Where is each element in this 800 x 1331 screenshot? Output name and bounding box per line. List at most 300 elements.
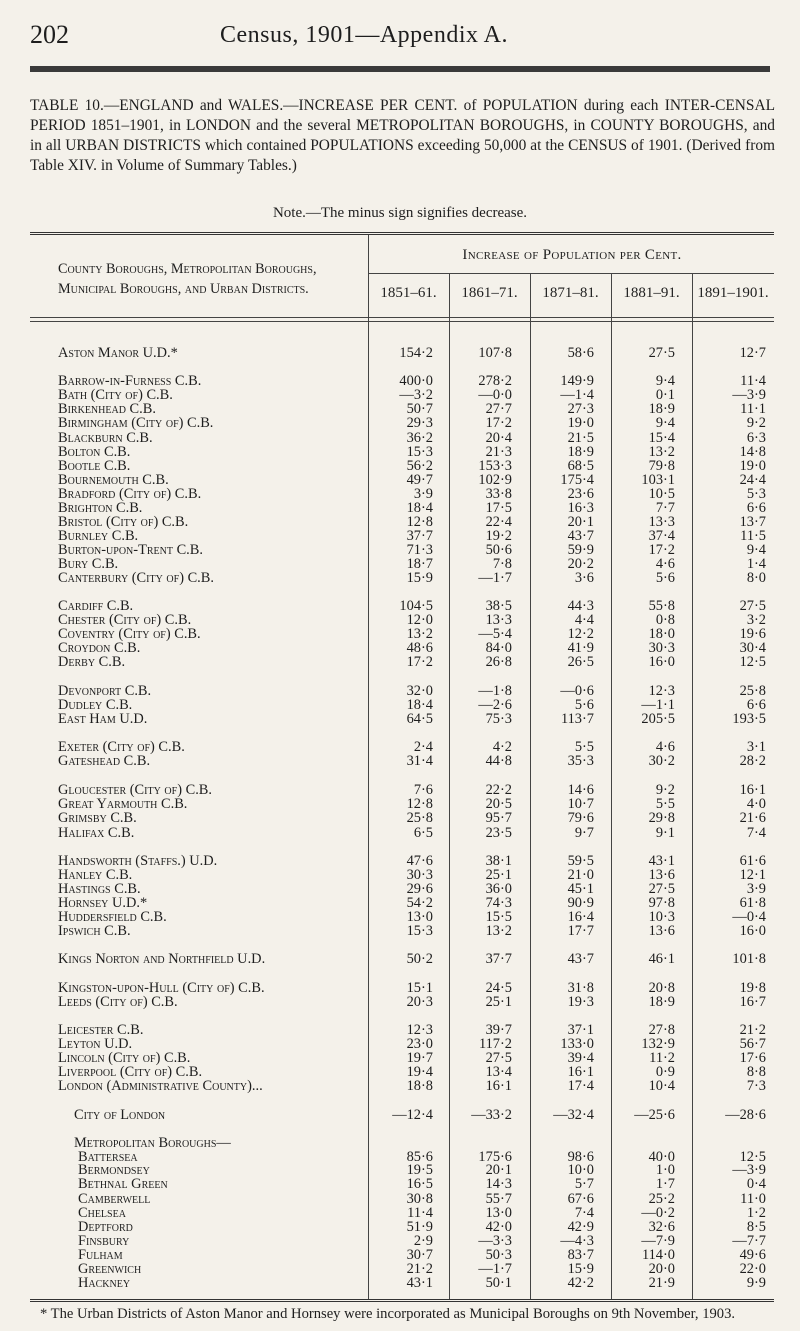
value-cell: 12·7 (739, 345, 766, 361)
value-cell: 31·4 (406, 753, 433, 770)
value-cell: 79·8 (648, 457, 675, 474)
value-cell: 12·3 (648, 682, 675, 699)
row-label: Bootle C.B. (58, 457, 131, 474)
value-cell: 3·9 (746, 880, 766, 897)
value-cell: 205·5 (641, 711, 675, 728)
row-label: Bournemouth C.B. (58, 471, 169, 488)
value-cell: 32·6 (648, 1218, 675, 1235)
row-label: Chester (City of) C.B. (58, 611, 192, 628)
value-cell: 17·7 (567, 923, 594, 939)
value-cell: 12·5 (739, 654, 766, 670)
value-cell: 11·4 (740, 373, 766, 390)
value-cell: 37·7 (485, 951, 512, 968)
value-cell: 20·0 (648, 1260, 675, 1277)
value-cell: 20·2 (567, 556, 594, 573)
row-label: Hackney (78, 1275, 131, 1291)
value-cell: 13·2 (648, 443, 675, 460)
value-cell: 37·4 (648, 528, 675, 544)
value-cell: 58·6 (567, 345, 594, 361)
value-cell: 17·2 (406, 654, 433, 670)
value-cell: 56·2 (406, 457, 433, 474)
value-cell: 85·6 (406, 1149, 433, 1165)
table-row (30, 1078, 774, 1098)
row-label: Bath (City of) C.B. (58, 387, 173, 404)
page-header (0, 20, 800, 60)
header-rule (30, 66, 770, 72)
value-cell: 44·3 (567, 597, 594, 614)
table-caption: TABLE 10.—ENGLAND and WALES.—INCREASE PER CENT. of POPULATION during each INTER-CENSAL PERIOD 1851–1901, in LONDON and the several METROPOLITAN BOROUGHS, in COUNTY BOROUGHS, and in all URBAN DISTRICTS which contained POPULATIONS exceeding 50,000 at the CENSUS of 1901. (Derived from Table XIV. in Volume of Summary Tables.) (30, 97, 775, 174)
value-cell: 7·3 (746, 1077, 766, 1094)
value-cell: 16·0 (648, 654, 675, 670)
value-cell: 35·3 (567, 753, 594, 770)
value-cell: 47·6 (406, 852, 433, 869)
value-cell: 18·4 (406, 697, 433, 713)
value-cell: 43·1 (648, 852, 675, 869)
value-cell: 29·3 (406, 415, 433, 432)
value-cell: 15·9 (406, 570, 433, 587)
value-cell: 21·2 (406, 1260, 433, 1277)
value-cell: 13·4 (485, 1063, 512, 1080)
row-label: Battersea (78, 1149, 138, 1165)
value-cell: 25·1 (485, 994, 512, 1011)
value-cell: 153·3 (478, 457, 512, 474)
value-cell: 16·4 (567, 908, 594, 925)
value-cell: 3·1 (746, 739, 766, 756)
value-cell: 24·4 (739, 471, 766, 488)
value-cell: 7·8 (492, 556, 512, 573)
value-cell: 68·5 (567, 457, 594, 474)
row-label: Leyton U.D. (58, 1035, 133, 1052)
value-cell: 154·2 (399, 345, 433, 361)
value-cell: 7·4 (574, 1204, 594, 1221)
value-cell: 21·0 (567, 866, 594, 883)
value-cell: —1·1 (641, 697, 675, 713)
value-cell: 9·4 (655, 415, 675, 432)
row-label: Finsbury (78, 1232, 130, 1249)
value-cell: 15·5 (485, 908, 512, 925)
row-label: Handsworth (Staffs.) U.D. (58, 852, 218, 869)
value-cell: 19·7 (406, 1049, 433, 1066)
value-cell: 27·5 (485, 1049, 512, 1066)
row-label: Lincoln (City of) C.B. (58, 1049, 191, 1066)
value-cell: 61·8 (739, 894, 766, 911)
stub-heading-line: Municipal Boroughs, and Urban Districts. (58, 281, 309, 297)
row-label: Cardiff C.B. (58, 597, 134, 614)
row-label: Halifax C.B. (58, 824, 135, 841)
row-label: Kings Norton and Northfield U.D. (58, 951, 266, 968)
row-label: Great Yarmouth C.B. (58, 796, 188, 813)
value-cell: 175·4 (560, 471, 594, 488)
value-cell: 27·5 (648, 345, 675, 361)
row-label: Blackburn C.B. (58, 429, 153, 446)
value-cell: 9·4 (655, 373, 675, 390)
row-label: Hastings C.B. (58, 880, 141, 897)
table-row (30, 994, 774, 1014)
value-cell: 12·1 (739, 866, 766, 883)
value-cell: 84·0 (485, 639, 512, 656)
value-cell: 16·1 (739, 782, 766, 799)
value-cell: 39·4 (567, 1049, 594, 1066)
value-cell: 104·5 (399, 597, 433, 614)
row-label: Bermondsey (78, 1162, 150, 1179)
column-header: 1851–61. (380, 285, 437, 301)
value-cell: 20·5 (485, 796, 512, 813)
value-cell: 48·6 (406, 639, 433, 656)
row-label: Greenwich (78, 1260, 142, 1277)
value-cell: 11·1 (740, 401, 766, 418)
value-cell: 18·9 (567, 443, 594, 460)
value-cell: —3·9 (732, 1162, 766, 1179)
value-cell: 43·7 (567, 528, 594, 544)
value-cell: —1·4 (560, 387, 594, 404)
value-cell: 1·4 (746, 556, 766, 573)
value-cell: 79·6 (567, 810, 594, 827)
heading-rule (30, 317, 774, 322)
value-cell: 30·4 (739, 639, 766, 656)
value-cell: —0·0 (478, 387, 512, 404)
value-cell: 11·2 (649, 1049, 675, 1066)
row-label: Derby C.B. (58, 654, 126, 670)
value-cell: 18·0 (648, 625, 675, 642)
value-cell: 113·7 (560, 711, 594, 728)
value-cell: —4·3 (560, 1232, 594, 1249)
row-label: Bradford (City of) C.B. (58, 485, 202, 502)
value-cell: 3·6 (574, 570, 594, 587)
value-cell: 22·0 (739, 1260, 766, 1277)
row-label: Coventry (City of) C.B. (58, 625, 201, 642)
value-cell: 19·4 (406, 1063, 433, 1080)
value-cell: 40·0 (648, 1149, 675, 1165)
value-cell: 25·1 (485, 866, 512, 883)
value-cell: 6·6 (746, 499, 766, 516)
value-cell: 103·1 (641, 471, 675, 488)
value-cell: 5·7 (574, 1176, 594, 1193)
value-cell: 15·3 (406, 443, 433, 460)
value-cell: 9·7 (574, 824, 594, 841)
value-cell: 4·6 (655, 556, 675, 573)
value-cell: 21·9 (648, 1275, 675, 1291)
row-label: Bury C.B. (58, 556, 119, 573)
value-cell: 0·1 (655, 387, 675, 404)
value-cell: 16·5 (406, 1176, 433, 1193)
column-header: 1861–71. (461, 285, 518, 301)
row-label: Devonport C.B. (58, 682, 152, 699)
value-cell: 102·9 (478, 471, 512, 488)
value-cell: 25·2 (648, 1190, 675, 1207)
value-cell: —7·9 (641, 1232, 675, 1249)
value-cell: 19·0 (567, 415, 594, 432)
value-cell: 15·9 (567, 1260, 594, 1277)
row-label: Canterbury (City of) C.B. (58, 570, 214, 587)
value-cell: 11·0 (740, 1190, 766, 1207)
row-label: Gloucester (City of) C.B. (58, 782, 212, 799)
value-cell: 50·1 (485, 1275, 512, 1291)
row-label: Bristol (City of) C.B. (58, 514, 189, 530)
value-cell: 21·3 (485, 443, 512, 460)
value-cell: 175·6 (478, 1149, 512, 1165)
row-label: Burton-upon-Trent C.B. (58, 542, 203, 559)
value-cell: 13·2 (406, 625, 433, 642)
value-cell: —1·7 (478, 1260, 512, 1277)
row-label: Aston Manor U.D.* (58, 345, 178, 361)
value-cell: 8·5 (746, 1218, 766, 1235)
value-cell: —0·2 (641, 1204, 675, 1221)
value-cell: 30·8 (406, 1190, 433, 1207)
value-cell: 38·1 (485, 852, 512, 869)
row-label: Birmingham (City of) C.B. (58, 415, 214, 432)
value-cell: 7·4 (746, 824, 766, 841)
row-label: Dudley C.B. (58, 697, 133, 713)
value-cell: 15·3 (406, 923, 433, 939)
value-cell: —3·3 (478, 1232, 512, 1249)
value-cell: 83·7 (567, 1246, 594, 1263)
value-cell: 133·0 (560, 1035, 594, 1052)
value-cell: 12·2 (567, 625, 594, 642)
value-cell: 22·4 (485, 514, 512, 530)
value-cell: 12·8 (406, 514, 433, 530)
value-cell: 9·4 (746, 542, 766, 559)
value-cell: 36·0 (485, 880, 512, 897)
value-cell: 31·8 (567, 980, 594, 997)
value-cell: —32·4 (553, 1106, 594, 1123)
row-label: Bolton C.B. (58, 443, 131, 460)
value-cell: 26·5 (567, 654, 594, 670)
value-cell: 30·2 (648, 753, 675, 770)
row-label: Hornsey U.D.* (58, 894, 148, 911)
value-cell: 13·2 (485, 923, 512, 939)
value-cell: 29·8 (648, 810, 675, 827)
value-cell: —0·4 (732, 908, 766, 925)
value-cell: 0·4 (746, 1176, 766, 1193)
value-cell: 193·5 (732, 711, 766, 728)
value-cell: 17·5 (485, 499, 512, 516)
value-cell: —12·4 (392, 1106, 433, 1123)
group-heading: Increase of Population per Cent. (462, 247, 682, 263)
value-cell: 21·5 (567, 429, 594, 446)
value-cell: 54·2 (406, 894, 433, 911)
value-cell: 4·6 (655, 739, 675, 756)
value-cell: 18·4 (406, 499, 433, 516)
value-cell: 20·1 (567, 514, 594, 530)
value-cell: —0·6 (560, 682, 594, 699)
population-table (30, 232, 774, 1302)
value-cell: 10·7 (567, 796, 594, 813)
value-cell: 12·5 (739, 1149, 766, 1165)
row-label: London (Administrative County)... (58, 1077, 263, 1094)
row-label: Bethnal Green (78, 1176, 168, 1193)
value-cell: 12·3 (406, 1021, 433, 1038)
value-cell: 13·6 (648, 923, 675, 939)
value-cell: 0·8 (655, 611, 675, 628)
value-cell: 56·7 (739, 1035, 766, 1052)
value-cell: 29·6 (406, 880, 433, 897)
value-cell: 19·3 (567, 994, 594, 1011)
value-cell: —3·2 (399, 387, 433, 404)
row-label: Ipswich C.B. (58, 923, 131, 939)
value-cell: 10·0 (567, 1162, 594, 1179)
value-cell: 20·4 (485, 429, 512, 446)
value-cell: 27·5 (648, 880, 675, 897)
value-cell: 17·2 (648, 542, 675, 559)
value-cell: 42·9 (567, 1218, 594, 1235)
row-label: Leeds (City of) C.B. (58, 994, 178, 1011)
value-cell: 19·2 (485, 528, 512, 544)
value-cell: 49·7 (406, 471, 433, 488)
footnote: * The Urban Districts of Aston Manor and Hornsey were incorporated as Municipal Boroughs on 9th November, 1903. (40, 1306, 736, 1322)
value-cell: 1·2 (746, 1204, 766, 1221)
table-row (30, 825, 774, 845)
table-row (30, 654, 774, 674)
value-cell: 74·3 (485, 894, 512, 911)
value-cell: 90·9 (567, 894, 594, 911)
value-cell: 6·5 (413, 824, 433, 841)
value-cell: 27·7 (485, 401, 512, 418)
row-label: Kingston-upon-Hull (City of) C.B. (58, 980, 265, 997)
value-cell: 46·1 (648, 951, 675, 968)
value-cell: 2·4 (413, 739, 433, 756)
row-label: Leicester C.B. (58, 1021, 144, 1038)
value-cell: 149·9 (560, 373, 594, 390)
value-cell: 43·7 (567, 951, 594, 968)
value-cell: 18·9 (648, 994, 675, 1011)
value-cell: 107·8 (478, 345, 512, 361)
row-label: Birkenhead C.B. (58, 401, 156, 418)
value-cell: 278·2 (478, 373, 512, 390)
value-cell: 42·2 (567, 1275, 594, 1291)
value-cell: 9·2 (655, 782, 675, 799)
value-cell: 9·1 (655, 824, 675, 841)
value-cell: 26·8 (485, 654, 512, 670)
page-number: 202 (30, 20, 69, 49)
value-cell: —1·7 (478, 570, 512, 587)
value-cell: 13·0 (406, 908, 433, 925)
value-cell: 10·5 (648, 485, 675, 502)
value-cell: 16·7 (739, 994, 766, 1011)
value-cell: 19·5 (406, 1162, 433, 1179)
value-cell: 42·0 (485, 1218, 512, 1235)
value-cell: 59·9 (567, 542, 594, 559)
value-cell: 8·0 (746, 570, 766, 587)
value-cell: 5·6 (655, 570, 675, 587)
value-cell: —3·9 (732, 387, 766, 404)
value-cell: 114·0 (641, 1246, 675, 1263)
value-cell: 28·2 (739, 753, 766, 770)
table-row (30, 711, 774, 731)
value-cell: 50·7 (406, 401, 433, 418)
row-label: Huddersfield C.B. (58, 908, 167, 925)
value-cell: 43·1 (406, 1275, 433, 1291)
value-cell: —7·7 (732, 1232, 766, 1249)
value-cell: 30·3 (406, 866, 433, 883)
value-cell: 45·1 (567, 880, 594, 897)
value-cell: 9·2 (746, 415, 766, 432)
row-label: East Ham U.D. (58, 711, 148, 728)
value-cell: 5·6 (574, 697, 594, 713)
value-cell: 41·9 (567, 639, 594, 656)
value-cell: 16·3 (567, 499, 594, 516)
value-cell: 37·1 (567, 1021, 594, 1038)
row-label: Metropolitan Boroughs— (74, 1134, 231, 1151)
value-cell: 95·7 (485, 810, 512, 827)
value-cell: 97·8 (648, 894, 675, 911)
value-cell: 400·0 (399, 373, 433, 390)
value-cell: 15·1 (406, 980, 433, 997)
value-cell: 16·1 (485, 1077, 512, 1094)
value-cell: 18·8 (406, 1077, 433, 1094)
value-cell: 9·9 (746, 1275, 766, 1291)
value-cell: 17·6 (739, 1049, 766, 1066)
row-label: Brighton C.B. (58, 499, 143, 516)
value-cell: 16·1 (567, 1063, 594, 1080)
value-cell: 25·8 (406, 810, 433, 827)
value-cell: 38·5 (485, 597, 512, 614)
value-cell: 5·5 (655, 796, 675, 813)
value-cell: 1·0 (655, 1162, 675, 1179)
row-label: Camberwell (78, 1190, 151, 1207)
value-cell: 101·8 (732, 951, 766, 968)
value-cell: 39·7 (485, 1021, 512, 1038)
value-cell: 12·0 (406, 611, 433, 628)
value-cell: 30·3 (648, 639, 675, 656)
value-cell: 22·2 (485, 782, 512, 799)
value-cell: 14·6 (567, 782, 594, 799)
value-cell: 67·6 (567, 1190, 594, 1207)
row-label: Croydon C.B. (58, 639, 141, 656)
table-note: Note.—The minus sign signifies decrease. (272, 205, 528, 221)
value-cell: —33·2 (471, 1106, 512, 1123)
value-cell: 12·8 (406, 796, 433, 813)
value-cell: 14·3 (485, 1176, 512, 1193)
row-label: City of London (74, 1106, 166, 1123)
value-cell: 23·0 (406, 1035, 433, 1052)
value-cell: 7·6 (413, 782, 433, 799)
value-cell: 75·3 (485, 711, 512, 728)
value-cell: 4·2 (492, 739, 512, 756)
value-cell: 7·7 (655, 499, 675, 516)
value-cell: 13·3 (485, 611, 512, 628)
table-row (30, 570, 774, 590)
value-cell: 61·6 (739, 852, 766, 869)
value-cell: 59·5 (567, 852, 594, 869)
value-cell: 11·4 (407, 1204, 433, 1221)
value-cell: 20·8 (648, 980, 675, 997)
table-row (30, 923, 774, 943)
value-cell: 27·3 (567, 401, 594, 418)
running-title: Census, 1901—Appendix A. (220, 22, 508, 48)
row-label: Chelsea (78, 1204, 126, 1221)
value-cell: —2·6 (478, 697, 512, 713)
row-label: Barrow-in-Furness C.B. (58, 373, 202, 390)
value-cell: —1·8 (478, 682, 512, 699)
column-header: 1871–81. (542, 285, 599, 301)
value-cell: 30·7 (406, 1246, 433, 1263)
value-cell: 17·2 (485, 415, 512, 432)
value-cell: 13·7 (739, 514, 766, 530)
value-cell: 21·6 (739, 810, 766, 827)
row-label: Fulham (78, 1246, 123, 1263)
row-label: Burnley C.B. (58, 528, 139, 544)
stub-heading (58, 259, 368, 299)
value-cell: 20·3 (406, 994, 433, 1011)
value-cell: 5·5 (574, 739, 594, 756)
value-cell: 55·8 (648, 597, 675, 614)
value-cell: 50·2 (406, 951, 433, 968)
value-cell: 6·6 (746, 697, 766, 713)
table-row (30, 345, 774, 365)
value-cell: 10·3 (648, 908, 675, 925)
value-cell: 24·5 (485, 980, 512, 997)
row-label: Gateshead C.B. (58, 753, 151, 770)
